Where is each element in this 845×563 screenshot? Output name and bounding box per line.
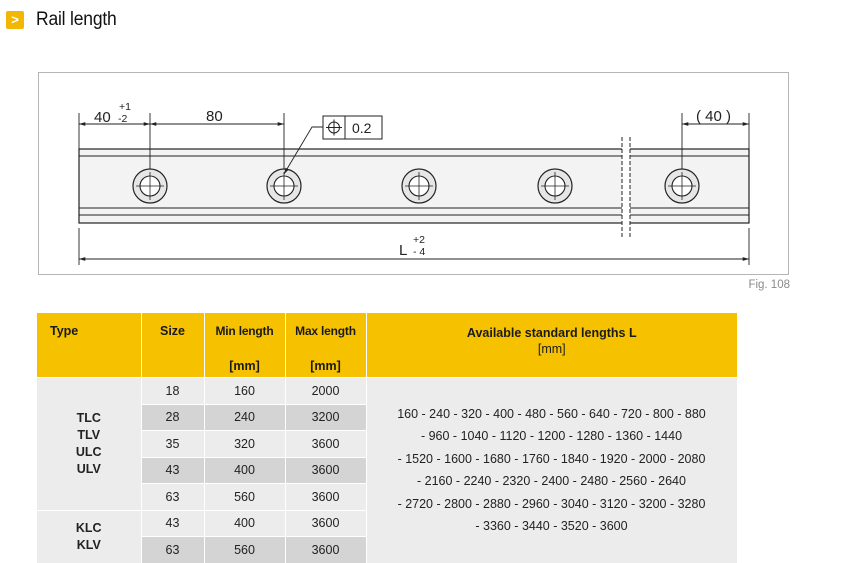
section-title: Rail length <box>36 9 117 30</box>
size-cell: 28 <box>141 404 204 431</box>
col-header-max-length: Max length [mm] <box>285 313 366 378</box>
min-length-cell: 400 <box>204 510 285 537</box>
hole-5 <box>665 169 699 203</box>
rail-length-table <box>37 313 738 563</box>
size-cell: 43 <box>141 457 204 484</box>
hole-1 <box>133 169 167 203</box>
type-group-2: KLC KLV <box>37 510 141 563</box>
dim-left-main: 40 <box>94 109 111 126</box>
col-header-available-lengths: Available standard lengths L [mm] <box>366 313 737 378</box>
figure-caption: Fig. 108 <box>748 279 790 291</box>
min-length-cell: 240 <box>204 404 285 431</box>
min-length-cell: 560 <box>204 537 285 563</box>
size-cell: 35 <box>141 431 204 458</box>
min-length-cell: 560 <box>204 484 285 511</box>
chevron-right-icon: > <box>6 11 24 29</box>
rail-drawing <box>39 73 790 276</box>
available-lengths-cell: 160 - 240 - 320 - 400 - 480 - 560 - 640 - 720 - 800 - 880 - 960 - 1040 - 1120 - 1200 - 1280 - 1360 - 1440 - 1520 - 1600 - 1680 - 1760 - 1840 - 1920 - 2000 - 2080 - 2160 - 2240 - 2320 - 2400 - 2480 - 2560 - 2640 - 2720 - 2800 - 2880 - 2960 - 3040 - 3120 - 3200 - 3280 - 3360 - 3440 - 3520 - 3600 <box>366 378 737 563</box>
max-length-cell: 2000 <box>285 378 366 405</box>
size-cell: 43 <box>141 510 204 537</box>
max-length-cell: 3200 <box>285 404 366 431</box>
hole-4 <box>538 169 572 203</box>
dim-pitch: 80 <box>206 108 223 125</box>
length-tol-minus: - 4 <box>413 246 426 258</box>
dim-left-tol-plus: +1 <box>119 101 131 113</box>
type-group-1: TLC TLV ULC ULV <box>37 378 141 511</box>
section-header <box>6 8 124 32</box>
col-header-size: Size <box>141 313 204 378</box>
max-length-cell: 3600 <box>285 457 366 484</box>
hole-2 <box>267 169 301 203</box>
min-length-cell: 160 <box>204 378 285 405</box>
table-header-row <box>37 313 737 378</box>
max-length-cell: 3600 <box>285 510 366 537</box>
size-cell: 63 <box>141 537 204 563</box>
rail-drawing-figure <box>38 72 789 275</box>
size-cell: 63 <box>141 484 204 511</box>
dim-right: ( 40 ) <box>696 108 732 125</box>
hole-3 <box>402 169 436 203</box>
length-tol-plus: +2 <box>413 234 425 246</box>
max-length-cell: 3600 <box>285 431 366 458</box>
min-length-cell: 400 <box>204 457 285 484</box>
size-cell: 18 <box>141 378 204 405</box>
table-row <box>37 378 737 405</box>
min-length-cell: 320 <box>204 431 285 458</box>
length-label: L <box>399 242 408 259</box>
col-header-min-length: Min length [mm] <box>204 313 285 378</box>
max-length-cell: 3600 <box>285 537 366 563</box>
col-header-type: Type <box>37 313 141 378</box>
dim-left-tol-minus: -2 <box>118 113 128 125</box>
max-length-cell: 3600 <box>285 484 366 511</box>
position-tolerance-value: 0.2 <box>352 120 372 136</box>
